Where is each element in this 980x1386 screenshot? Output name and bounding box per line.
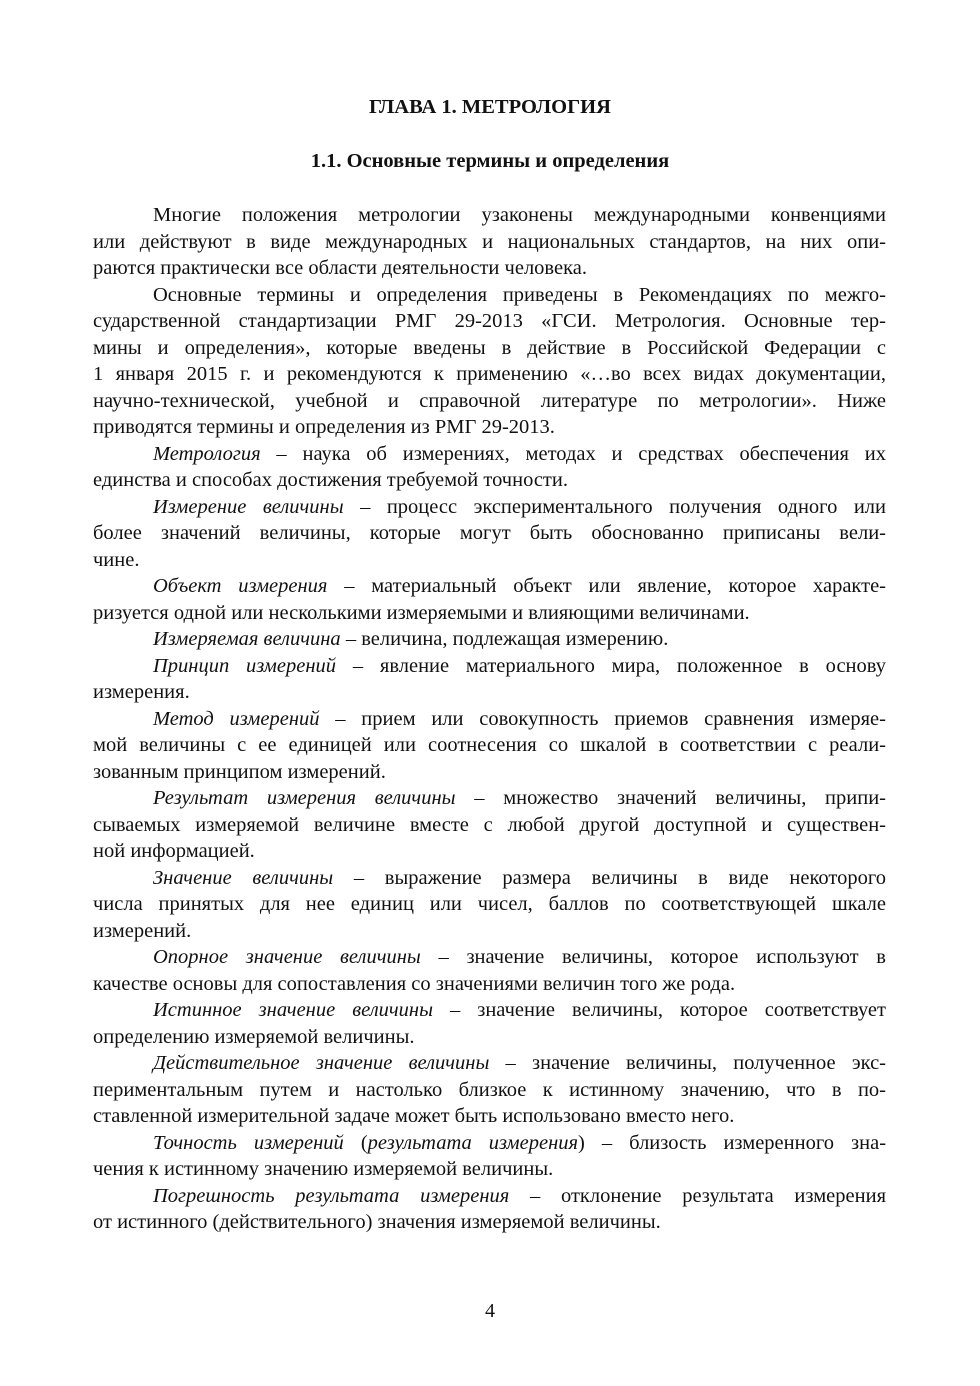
text-line [93, 282, 886, 309]
paragraph [93, 1183, 886, 1236]
text-segment: – материальный объект или явление, которое характе- [327, 575, 886, 597]
text-segment: чине. [93, 548, 140, 571]
text-line [93, 600, 886, 627]
text-segment: – множество значений величины, припи- [455, 787, 886, 809]
paragraph [93, 944, 886, 997]
text-segment: ставленной измерительной задаче может быть использовано вместо него. [93, 1105, 735, 1127]
paragraph [93, 282, 886, 441]
text-line [93, 785, 886, 812]
paragraph [93, 626, 886, 653]
text-line [93, 944, 886, 971]
text-segment: – наука об измерениях, методах и средствах обеспечения их [260, 442, 886, 465]
text-line [93, 653, 886, 680]
text-segment: научно-технической, учебной и справочной литературе по метрологии». Ниже [93, 389, 886, 412]
text-segment: мой величины с ее единицей или соотнесения со шкалой в соответствии с реали- [93, 734, 886, 756]
text-line [93, 1130, 886, 1157]
text-segment: или действуют в виде международных и национальных стандартов, на них опи- [93, 230, 886, 253]
text-line [93, 706, 886, 733]
chapter-title: ГЛАВА 1. МЕТРОЛОГИЯ [369, 96, 611, 118]
text-segment: измерений. [93, 919, 192, 942]
text-line [93, 202, 886, 229]
paragraph [93, 865, 886, 945]
term: Принцип измерений [153, 654, 336, 677]
text-segment: – процесс экспериментального получения одного или [343, 495, 886, 518]
paragraph [93, 494, 886, 574]
term: Истинное значение величины [153, 999, 433, 1021]
document-body [93, 202, 886, 1236]
term: результата измерения [367, 1131, 579, 1154]
text-line [93, 547, 886, 574]
text-line [93, 494, 886, 521]
text-line [93, 626, 886, 653]
text-line [93, 838, 886, 865]
text-line [93, 1077, 886, 1104]
text-line [93, 335, 886, 362]
term: Измеряемая величина [153, 628, 341, 650]
text-segment: ной информацией. [93, 840, 255, 862]
text-segment: ризуется одной или несколькими измеряемыми и влияющими величинами. [93, 601, 750, 624]
term: Измерение величины [153, 495, 344, 518]
paragraph [93, 573, 886, 626]
text-segment: измерения. [93, 681, 190, 703]
term: Опорное значение величины [153, 946, 421, 968]
text-segment: сываемых измеряемой величине вместе с любой другой доступной и существен- [93, 813, 886, 836]
text-line [93, 1183, 886, 1210]
text-line [93, 388, 886, 415]
text-line [93, 971, 886, 998]
text-segment: – значение величины, полученное экс- [489, 1052, 886, 1074]
text-segment: – значение величины, которое соответствует [432, 999, 886, 1021]
text-segment: единства и способах достижения требуемой точности. [93, 469, 568, 491]
text-segment: Основные термины и определения приведены в Рекомендациях по межго- [153, 283, 886, 306]
text-line [93, 918, 886, 945]
text-segment: Многие положения метрологии узаконены международными конвенциями [153, 204, 886, 226]
text-line [93, 759, 886, 786]
text-line [93, 520, 886, 547]
term: Точность измерений [153, 1131, 344, 1154]
term: Результат измерения величины [153, 787, 456, 809]
text-segment: – отклонение результата измерения [509, 1184, 886, 1207]
text-segment: от истинного (действительного) значения измеряемой величины. [93, 1211, 661, 1233]
text-segment: сударственной стандартизации РМГ 29-2013 «ГСИ. Метрология. Основные тер- [93, 310, 886, 332]
term: Действительное значение величины [153, 1052, 490, 1074]
text-line [93, 997, 886, 1024]
text-line [93, 573, 886, 600]
paragraph [93, 997, 886, 1050]
text-segment: приводятся термины и определения из РМГ 29-2013. [93, 416, 555, 438]
term: Объект измерения [153, 575, 328, 597]
text-line [93, 1024, 886, 1051]
text-line [93, 1156, 886, 1183]
text-segment: периментальным путем и настолько близкое к истинному значению, что в по- [93, 1078, 886, 1101]
text-segment: зованным принципом измерений. [93, 760, 386, 783]
paragraph [93, 202, 886, 282]
term: Погрешность результата измерения [153, 1184, 510, 1207]
term: Значение величины [153, 866, 334, 889]
paragraph [93, 441, 886, 494]
text-line [93, 812, 886, 839]
text-segment: 1 января 2015 г. и рекомендуются к применению «…во всех видах документации, [93, 363, 886, 385]
text-segment: раются практически все области деятельности человека. [93, 257, 587, 279]
text-segment: – значение величины, которое используют в [420, 946, 886, 968]
text-segment: числа принятых для нее единиц или чисел, баллов по соответствующей шкале [93, 893, 886, 915]
paragraph [93, 1130, 886, 1183]
text-segment: ) – близость измеренного зна- [578, 1131, 887, 1154]
paragraph [93, 653, 886, 706]
text-line [93, 361, 886, 388]
paragraph [93, 785, 886, 865]
text-line [93, 1209, 886, 1236]
term: Метрология [153, 442, 261, 465]
text-line [93, 732, 886, 759]
paragraph [93, 706, 886, 786]
text-segment: определению измеряемой величины. [93, 1025, 415, 1048]
page-number: 4 [485, 1300, 495, 1322]
text-segment: более значений величины, которые могут быть обоснованно приписаны вели- [93, 522, 886, 544]
text-line [93, 1103, 886, 1130]
text-line [93, 255, 886, 282]
text-line [93, 467, 886, 494]
text-line [93, 441, 886, 468]
section-title: 1.1. Основные термины и определения [310, 150, 670, 172]
text-segment: качестве основы для сопоставления со значениями величин того же рода. [93, 972, 736, 995]
text-line [93, 414, 886, 441]
text-segment: – величина, подлежащая измерению. [340, 628, 669, 650]
text-line [93, 308, 886, 335]
text-line [93, 1050, 886, 1077]
text-line [93, 679, 886, 706]
text-segment: ( [343, 1131, 368, 1154]
text-line [93, 865, 886, 892]
text-segment: – выражение размера величины в виде некоторого [333, 866, 886, 889]
text-line [93, 229, 886, 256]
text-segment: мины и определения», которые введены в действие в Российской Федерации с [93, 336, 886, 359]
term: Метод измерений [153, 707, 320, 730]
text-line [93, 891, 886, 918]
text-segment: – явление материального мира, положенное в основу [336, 654, 886, 677]
paragraph [93, 1050, 886, 1130]
text-segment: – прием или совокупность приемов сравнения измеряе- [319, 707, 886, 730]
text-segment: чения к истинному значению измеряемой величины. [93, 1158, 554, 1180]
